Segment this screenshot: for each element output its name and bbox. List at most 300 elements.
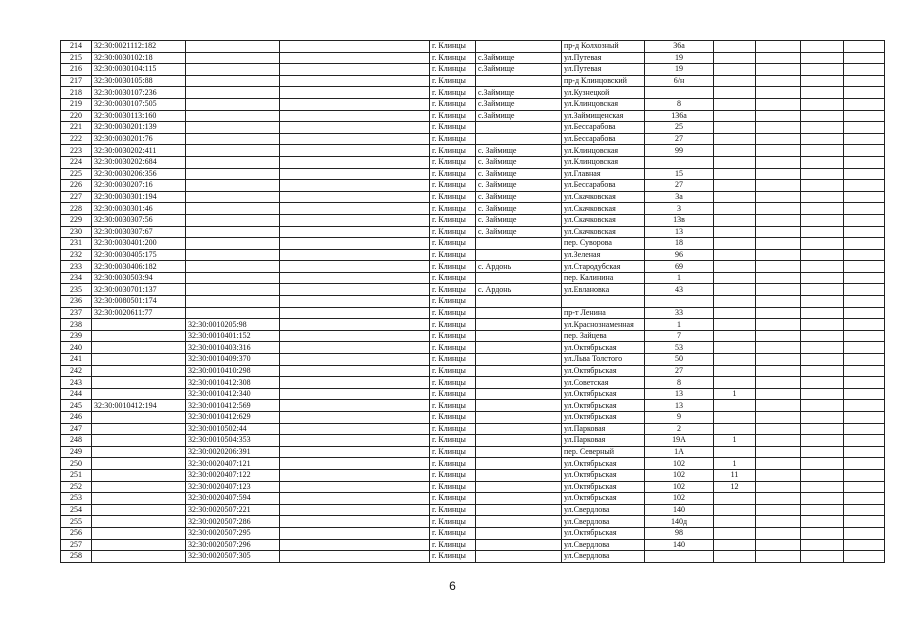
empty-cell — [844, 342, 885, 354]
house-number-cell: 33 — [645, 307, 714, 319]
table-row — [61, 377, 885, 389]
table-row — [61, 469, 885, 481]
empty-cell — [844, 307, 885, 319]
land-cadastral-cell: 32:30:0030104:115 — [92, 64, 186, 76]
settlement-cell: с. Займище — [476, 145, 562, 157]
building-cadastral-cell — [186, 133, 280, 145]
building-cadastral-cell: 32:30:0010412:308 — [186, 377, 280, 389]
flat-number-cell — [714, 423, 756, 435]
building-cadastral-cell: 32:30:0010412:629 — [186, 412, 280, 424]
empty-cell — [756, 400, 801, 412]
street-cell: ул.Парковая — [562, 423, 645, 435]
empty-cell — [801, 168, 844, 180]
row-number-cell: 243 — [61, 377, 92, 389]
street-cell: ул.Скачковская — [562, 226, 645, 238]
row-number-cell: 236 — [61, 296, 92, 308]
land-cadastral-cell: 32:30:0030105:88 — [92, 75, 186, 87]
empty-cell — [756, 191, 801, 203]
street-cell: ул.Скачковская — [562, 214, 645, 226]
extra-cell — [280, 469, 430, 481]
row-number-cell: 258 — [61, 551, 92, 563]
building-cadastral-cell — [186, 226, 280, 238]
flat-number-cell — [714, 145, 756, 157]
land-cadastral-cell — [92, 423, 186, 435]
flat-number-cell — [714, 261, 756, 273]
empty-cell — [756, 423, 801, 435]
empty-cell — [801, 87, 844, 99]
land-cadastral-cell — [92, 377, 186, 389]
city-cell: г. Клинцы — [430, 249, 476, 261]
settlement-cell — [476, 249, 562, 261]
land-cadastral-cell — [92, 354, 186, 366]
empty-cell — [844, 87, 885, 99]
settlement-cell — [476, 133, 562, 145]
empty-cell — [756, 284, 801, 296]
row-number-cell: 221 — [61, 122, 92, 134]
street-cell: ул.Октябрьская — [562, 458, 645, 470]
building-cadastral-cell: 32:30:0020507:296 — [186, 539, 280, 551]
city-cell: г. Клинцы — [430, 52, 476, 64]
row-number-cell: 250 — [61, 458, 92, 470]
empty-cell — [844, 168, 885, 180]
settlement-cell — [476, 412, 562, 424]
land-cadastral-cell: 32:30:0030207:16 — [92, 180, 186, 192]
land-cadastral-cell: 32:30:0030301:194 — [92, 191, 186, 203]
extra-cell — [280, 377, 430, 389]
building-cadastral-cell — [186, 238, 280, 250]
empty-cell — [756, 342, 801, 354]
empty-cell — [801, 296, 844, 308]
table-row — [61, 330, 885, 342]
settlement-cell — [476, 342, 562, 354]
extra-cell — [280, 330, 430, 342]
building-cadastral-cell — [186, 168, 280, 180]
empty-cell — [844, 388, 885, 400]
table-row — [61, 412, 885, 424]
row-number-cell: 247 — [61, 423, 92, 435]
settlement-cell: с.Займище — [476, 64, 562, 76]
street-cell: пер. Калинина — [562, 272, 645, 284]
flat-number-cell — [714, 504, 756, 516]
row-number-cell: 253 — [61, 493, 92, 505]
empty-cell — [756, 458, 801, 470]
empty-cell — [844, 481, 885, 493]
settlement-cell — [476, 493, 562, 505]
empty-cell — [844, 458, 885, 470]
land-cadastral-cell: 32:30:0030307:56 — [92, 214, 186, 226]
row-number-cell: 240 — [61, 342, 92, 354]
house-number-cell: 98 — [645, 527, 714, 539]
row-number-cell: 214 — [61, 41, 92, 53]
house-number-cell: 102 — [645, 481, 714, 493]
house-number-cell: 36а — [645, 41, 714, 53]
house-number-cell: 99 — [645, 145, 714, 157]
empty-cell — [801, 423, 844, 435]
extra-cell — [280, 516, 430, 528]
settlement-cell — [476, 516, 562, 528]
flat-number-cell — [714, 98, 756, 110]
empty-cell — [844, 377, 885, 389]
settlement-cell — [476, 296, 562, 308]
settlement-cell: с.Займище — [476, 87, 562, 99]
empty-cell — [844, 365, 885, 377]
empty-cell — [756, 296, 801, 308]
settlement-cell: с.Займище — [476, 110, 562, 122]
extra-cell — [280, 539, 430, 551]
land-cadastral-cell: 32:30:0030107:505 — [92, 98, 186, 110]
house-number-cell — [645, 551, 714, 563]
settlement-cell — [476, 423, 562, 435]
row-number-cell: 220 — [61, 110, 92, 122]
house-number-cell: 1 — [645, 319, 714, 331]
extra-cell — [280, 122, 430, 134]
table-row — [61, 238, 885, 250]
extra-cell — [280, 551, 430, 563]
empty-cell — [756, 226, 801, 238]
city-cell: г. Клинцы — [430, 168, 476, 180]
land-cadastral-cell — [92, 527, 186, 539]
city-cell: г. Клинцы — [430, 469, 476, 481]
city-cell: г. Клинцы — [430, 400, 476, 412]
row-number-cell: 248 — [61, 435, 92, 447]
settlement-cell — [476, 75, 562, 87]
empty-cell — [756, 551, 801, 563]
flat-number-cell — [714, 64, 756, 76]
row-number-cell: 244 — [61, 388, 92, 400]
flat-number-cell — [714, 203, 756, 215]
empty-cell — [801, 388, 844, 400]
street-cell: ул.Льва Толстого — [562, 354, 645, 366]
building-cadastral-cell — [186, 249, 280, 261]
building-cadastral-cell: 32:30:0010412:340 — [186, 388, 280, 400]
extra-cell — [280, 365, 430, 377]
table-row — [61, 342, 885, 354]
empty-cell — [756, 214, 801, 226]
city-cell: г. Клинцы — [430, 64, 476, 76]
table-row — [61, 156, 885, 168]
building-cadastral-cell — [186, 98, 280, 110]
land-cadastral-cell — [92, 516, 186, 528]
land-cadastral-cell: 32:30:0010412:194 — [92, 400, 186, 412]
table-row — [61, 446, 885, 458]
settlement-cell — [476, 388, 562, 400]
empty-cell — [801, 458, 844, 470]
empty-cell — [844, 75, 885, 87]
empty-cell — [756, 527, 801, 539]
city-cell: г. Клинцы — [430, 75, 476, 87]
land-cadastral-cell: 32:30:0030202:411 — [92, 145, 186, 157]
land-cadastral-cell: 32:30:0030503:94 — [92, 272, 186, 284]
table-row — [61, 365, 885, 377]
row-number-cell: 249 — [61, 446, 92, 458]
empty-cell — [801, 238, 844, 250]
settlement-cell — [476, 435, 562, 447]
house-number-cell — [645, 296, 714, 308]
extra-cell — [280, 400, 430, 412]
flat-number-cell — [714, 516, 756, 528]
empty-cell — [801, 261, 844, 273]
flat-number-cell — [714, 412, 756, 424]
house-number-cell: 2 — [645, 423, 714, 435]
house-number-cell: 6/н — [645, 75, 714, 87]
empty-cell — [801, 446, 844, 458]
empty-cell — [801, 365, 844, 377]
table-row — [61, 284, 885, 296]
city-cell: г. Клинцы — [430, 41, 476, 53]
city-cell: г. Клинцы — [430, 156, 476, 168]
building-cadastral-cell — [186, 307, 280, 319]
table-row — [61, 226, 885, 238]
row-number-cell: 216 — [61, 64, 92, 76]
building-cadastral-cell: 32:30:0020407:122 — [186, 469, 280, 481]
flat-number-cell — [714, 249, 756, 261]
land-cadastral-cell — [92, 458, 186, 470]
empty-cell — [844, 354, 885, 366]
empty-cell — [844, 423, 885, 435]
building-cadastral-cell: 32:30:0010502:44 — [186, 423, 280, 435]
city-cell: г. Клинцы — [430, 493, 476, 505]
empty-cell — [756, 156, 801, 168]
table-row — [61, 539, 885, 551]
registry-table — [60, 40, 885, 563]
row-number-cell: 239 — [61, 330, 92, 342]
street-cell: пр-д Колхозный — [562, 41, 645, 53]
settlement-cell — [476, 377, 562, 389]
street-cell: ул.Октябрьская — [562, 527, 645, 539]
empty-cell — [844, 41, 885, 53]
table-row — [61, 168, 885, 180]
building-cadastral-cell: 32:30:0020507:295 — [186, 527, 280, 539]
empty-cell — [844, 504, 885, 516]
land-cadastral-cell — [92, 412, 186, 424]
row-number-cell: 228 — [61, 203, 92, 215]
row-number-cell: 252 — [61, 481, 92, 493]
flat-number-cell — [714, 214, 756, 226]
empty-cell — [756, 493, 801, 505]
street-cell: ул.Клинцовская — [562, 98, 645, 110]
street-cell: ул.Путевая — [562, 64, 645, 76]
empty-cell — [801, 435, 844, 447]
settlement-cell: с. Займище — [476, 168, 562, 180]
flat-number-cell — [714, 75, 756, 87]
flat-number-cell — [714, 226, 756, 238]
building-cadastral-cell: 32:30:0010403:316 — [186, 342, 280, 354]
city-cell: г. Клинцы — [430, 98, 476, 110]
settlement-cell — [476, 400, 562, 412]
empty-cell — [756, 180, 801, 192]
house-number-cell: 136а — [645, 110, 714, 122]
empty-cell — [801, 551, 844, 563]
empty-cell — [801, 504, 844, 516]
settlement-cell: с. Займище — [476, 180, 562, 192]
table-row — [61, 52, 885, 64]
row-number-cell: 225 — [61, 168, 92, 180]
empty-cell — [844, 110, 885, 122]
flat-number-cell — [714, 191, 756, 203]
extra-cell — [280, 493, 430, 505]
empty-cell — [801, 156, 844, 168]
table-row — [61, 516, 885, 528]
empty-cell — [756, 412, 801, 424]
street-cell: ул.Октябрьская — [562, 481, 645, 493]
extra-cell — [280, 446, 430, 458]
empty-cell — [801, 354, 844, 366]
building-cadastral-cell — [186, 145, 280, 157]
flat-number-cell: 1 — [714, 435, 756, 447]
empty-cell — [756, 365, 801, 377]
empty-cell — [801, 64, 844, 76]
street-cell: ул.Октябрьская — [562, 412, 645, 424]
land-cadastral-cell — [92, 551, 186, 563]
street-cell: ул.Бессарабова — [562, 122, 645, 134]
empty-cell — [801, 527, 844, 539]
building-cadastral-cell: 32:30:0020507:305 — [186, 551, 280, 563]
building-cadastral-cell — [186, 214, 280, 226]
street-cell: ул.Октябрьская — [562, 400, 645, 412]
house-number-cell: 19 — [645, 52, 714, 64]
row-number-cell: 242 — [61, 365, 92, 377]
row-number-cell: 218 — [61, 87, 92, 99]
flat-number-cell — [714, 110, 756, 122]
empty-cell — [801, 493, 844, 505]
table-row — [61, 272, 885, 284]
empty-cell — [756, 145, 801, 157]
street-cell: ул.Октябрьская — [562, 493, 645, 505]
building-cadastral-cell — [186, 284, 280, 296]
street-cell: ул.Путевая — [562, 52, 645, 64]
land-cadastral-cell — [92, 446, 186, 458]
empty-cell — [756, 64, 801, 76]
flat-number-cell: 11 — [714, 469, 756, 481]
building-cadastral-cell — [186, 52, 280, 64]
extra-cell — [280, 319, 430, 331]
empty-cell — [756, 87, 801, 99]
land-cadastral-cell: 32:30:0080501:174 — [92, 296, 186, 308]
flat-number-cell — [714, 52, 756, 64]
house-number-cell: 1 — [645, 272, 714, 284]
flat-number-cell — [714, 527, 756, 539]
street-cell: пер. Северный — [562, 446, 645, 458]
house-number-cell — [645, 156, 714, 168]
empty-cell — [756, 330, 801, 342]
extra-cell — [280, 423, 430, 435]
table-row — [61, 354, 885, 366]
settlement-cell — [476, 272, 562, 284]
row-number-cell: 219 — [61, 98, 92, 110]
street-cell: пр-д Клинцовский — [562, 75, 645, 87]
house-number-cell: 1А — [645, 446, 714, 458]
empty-cell — [844, 527, 885, 539]
city-cell: г. Клинцы — [430, 342, 476, 354]
table-row — [61, 64, 885, 76]
row-number-cell: 238 — [61, 319, 92, 331]
empty-cell — [844, 180, 885, 192]
street-cell: ул.Октябрьская — [562, 469, 645, 481]
house-number-cell: 102 — [645, 469, 714, 481]
extra-cell — [280, 272, 430, 284]
house-number-cell: 9 — [645, 412, 714, 424]
city-cell: г. Клинцы — [430, 412, 476, 424]
building-cadastral-cell — [186, 203, 280, 215]
settlement-cell — [476, 551, 562, 563]
house-number-cell: 50 — [645, 354, 714, 366]
land-cadastral-cell: 32:30:0030201:76 — [92, 133, 186, 145]
land-cadastral-cell: 32:30:0030701:137 — [92, 284, 186, 296]
street-cell: ул.Краснознаменная — [562, 319, 645, 331]
settlement-cell — [476, 504, 562, 516]
empty-cell — [844, 145, 885, 157]
empty-cell — [801, 469, 844, 481]
row-number-cell: 256 — [61, 527, 92, 539]
empty-cell — [756, 377, 801, 389]
city-cell: г. Клинцы — [430, 539, 476, 551]
empty-cell — [801, 412, 844, 424]
land-cadastral-cell — [92, 435, 186, 447]
flat-number-cell — [714, 551, 756, 563]
empty-cell — [801, 377, 844, 389]
row-number-cell: 254 — [61, 504, 92, 516]
building-cadastral-cell — [186, 296, 280, 308]
extra-cell — [280, 203, 430, 215]
extra-cell — [280, 238, 430, 250]
extra-cell — [280, 145, 430, 157]
flat-number-cell — [714, 156, 756, 168]
settlement-cell: с. Займище — [476, 156, 562, 168]
extra-cell — [280, 504, 430, 516]
flat-number-cell — [714, 354, 756, 366]
flat-number-cell: 12 — [714, 481, 756, 493]
building-cadastral-cell — [186, 64, 280, 76]
extra-cell — [280, 226, 430, 238]
settlement-cell: с. Займище — [476, 203, 562, 215]
city-cell: г. Клинцы — [430, 110, 476, 122]
table-row — [61, 191, 885, 203]
street-cell: ул.Скачковская — [562, 203, 645, 215]
empty-cell — [756, 75, 801, 87]
empty-cell — [844, 203, 885, 215]
table-row — [61, 214, 885, 226]
extra-cell — [280, 64, 430, 76]
table-row — [61, 249, 885, 261]
table-row — [61, 296, 885, 308]
flat-number-cell — [714, 319, 756, 331]
city-cell: г. Клинцы — [430, 446, 476, 458]
empty-cell — [844, 226, 885, 238]
house-number-cell: 8 — [645, 98, 714, 110]
row-number-cell: 227 — [61, 191, 92, 203]
extra-cell — [280, 388, 430, 400]
land-cadastral-cell: 32:30:0030202:684 — [92, 156, 186, 168]
extra-cell — [280, 87, 430, 99]
house-number-cell: 27 — [645, 365, 714, 377]
city-cell: г. Клинцы — [430, 377, 476, 389]
empty-cell — [756, 238, 801, 250]
building-cadastral-cell — [186, 261, 280, 273]
table-row — [61, 435, 885, 447]
table-row — [61, 504, 885, 516]
city-cell: г. Клинцы — [430, 145, 476, 157]
land-cadastral-cell: 32:30:0021112:182 — [92, 41, 186, 53]
settlement-cell — [476, 469, 562, 481]
empty-cell — [844, 400, 885, 412]
flat-number-cell — [714, 180, 756, 192]
row-number-cell: 234 — [61, 272, 92, 284]
city-cell: г. Клинцы — [430, 122, 476, 134]
city-cell: г. Клинцы — [430, 481, 476, 493]
land-cadastral-cell — [92, 342, 186, 354]
settlement-cell — [476, 41, 562, 53]
row-number-cell: 257 — [61, 539, 92, 551]
